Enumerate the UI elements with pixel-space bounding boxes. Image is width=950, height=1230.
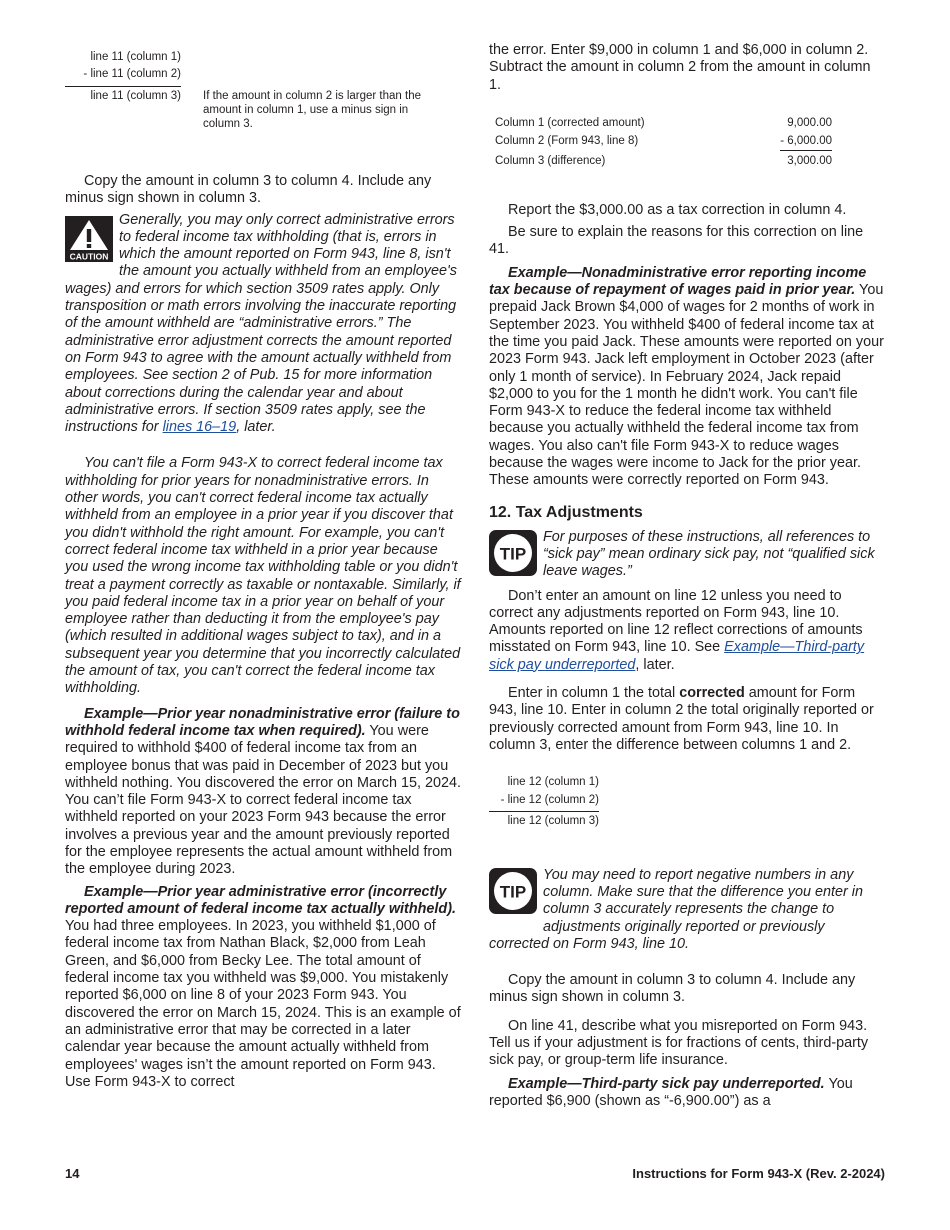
table-row-label: Column 3 (difference) [495,154,606,167]
calc-line11-col2: - line 11 (column 2) [83,68,181,80]
page-number: 14 [65,1166,80,1181]
example-prior-nonadmin-heading: Example—Prior year nonadministrative error (failure to withhold federal income tax when required). [65,705,460,739]
example-third-party-text: You reported $6,900 (shown as “-6,900.00”) as a [489,1075,853,1109]
calc-line12-col3: line 12 (column 3) [489,811,599,830]
example-prior-nonadmin-text: You were required to withhold $400 of federal income tax from an employee bonus that was paid in December of 2023 but you withheld nothing. You discovered the error on March 15, 2024. You can’t file Form 943-X to correct federal income tax withheld reported on your 2023 Form 943 because the error involves a previous year and the amount previously reported for the employee represents the actual amount withheld from the employee during 2023. [65,722,462,878]
para-explain: Be sure to explain the reasons for this correction on line 41. [489,224,864,258]
tip-icon [489,530,537,581]
para-continued: the error. Enter $9,000 in column 1 and $6,000 in column 2. Subtract the amount in column 2 from the amount in column 1. [489,42,871,93]
right-column [489,42,885,1110]
para-line41: On line 41, describe what you misreported on Form 943. Tell us if your adjustment is for fractions of cents, third-party sick pay, or group-term life insurance. [489,1017,869,1069]
calc-line11-col1: line 11 (column 1) [90,51,181,63]
tip-note-sick-pay [489,529,885,581]
table-row-value: 9,000.00 [787,116,832,129]
caution-note [65,212,461,437]
calc-line12-col1: line 12 (column 1) [507,776,599,789]
para-copy-column3-right: Copy the amount in column 3 to column 4. Include any minus sign shown in column 3. [489,972,856,1006]
para-dont-enter [489,588,885,674]
correction-table [495,114,832,170]
tip-note-negative [489,867,885,953]
table-row [495,152,832,170]
caution-label: CAUTION [69,251,109,262]
caution-text-1: Generally, you may only correct administrative errors to federal income tax withholding (that is, errors in which the amount reported on Form 943, line 8, isn't the amount you actually withheld from an employee's wages) and errors for which section 3509 rates apply. Only transposition or math errors involving the inaccurate reporting of the amount withheld are “administrative errors.” The administrative error adjustment corrects the amount reported on Form 943 to agree with the amount actually withheld from employees. See section 2 of Pub. 15 for more information about corrections during the calendar year and about administrative errors. If section 3509 rates apply, see the instructions for [65,211,457,436]
example-repayment [489,265,885,490]
para-cant-file: You can't file a Form 943-X to correct federal income tax withholding for prior years for nonadministrative errors. In other words, you can't correct federal income tax actually withheld from an employee in a prior year if you discover that you didn't withhold the right amount. For example, you can't correct federal income tax withheld in a prior year because you used the wrong income tax withholding table or you didn't treat a payment correctly as taxable or nontaxable. Similarly, if you paid federal income tax in a prior year on behalf of your employee rather than deducting it from the employee's pay (which resulted in additional wages subject to tax), and in a subsequent year you determine that you incorrectly calculated the amount of tax, you can't correct the federal income tax withholding. [65,455,461,697]
example-prior-admin-text: You had three employees. In 2023, you withheld $1,000 of federal income tax from Nathan Black, $2,000 from Leah Green, and $6,000 from Becky Lee. The total amount of federal income tax you withheld was $9,000. You mistakenly reported $6,000 on line 8 of your 2023 Form 943. You discovered the error on March 15, 2024. This is an example of an administrative error that may be corrected in a later calendar year because the amount actually withheld from employees' wages isn’t the amount reported on Form 943. Use Form 943-X to correct [65,918,461,1090]
caution-text [65,212,461,437]
table-row-label: Column 2 (Form 943, line 8) [495,134,639,147]
caution-text-2: , later. [236,419,276,436]
para-copy-column3: Copy the amount in column 3 to column 4. Include any minus sign shown in column 3. [65,173,432,207]
tip2-text: You may need to report negative numbers in any column. Make sure that the difference you enter in column 3 accurately represents the change to adjustments originally reported or previously corrected on Form 943, line 10. [489,866,863,952]
para-dont-enter-text-2: , later. [635,656,675,673]
para-enter-bold: corrected [679,685,745,702]
example-third-party-heading: Example—Third-party sick pay underreported. [508,1075,825,1092]
para-dont-enter-text-1: Don’t enter an amount on line 12 unless you need to correct any adjustments reported on Form 943, line 10. Amounts reported on line 12 reflect corrections of amounts misstated on Form 943, line 10. See [489,587,863,656]
third-party-sick-pay-link[interactable]: Example—Third-party sick pay underreported [489,639,865,673]
example-prior-admin [65,884,461,1092]
tip1-text: For purposes of these instructions, all references to “sick pay” mean ordinary sick pay, not “qualified sick leave wages.” [543,528,875,580]
calc-line12-stack [489,774,599,830]
para-enter-column1 [489,685,885,754]
table-row [495,114,832,132]
example-repayment-text: You prepaid Jack Brown $4,000 of wages for 2 months of work in September 2023. You withheld $400 of federal income tax at the time you paid Jack. These amounts were reported on your 2023 Form 943. Jack left employment in October 2023 (after only 1 month of service). In February 2024, Jack repaid $2,000 to you for the 1 month he didn't work. You can't file Form 943-X to reduce the federal income tax withheld because you actually withheld the federal income tax from wages. You also can't file Form 943-X to reduce wages because the wages were income to Jack for the prior year. These amounts were correctly reported on Form 943. [489,282,884,489]
caution-icon [65,216,113,267]
para-report: Report the $3,000.00 as a tax correction in column 4. [508,201,847,218]
table-row-value: 3,000.00 [787,154,832,167]
calc-line12-col2: - line 12 (column 2) [500,794,599,807]
calc-line11 [65,49,461,131]
table-row-value: - 6,000.00 [780,132,832,151]
section-heading-tax-adjustments: 12. Tax Adjustments [489,503,643,521]
tip-icon [489,868,537,919]
calc-line11-note: If the amount in column 2 is larger than the amount in column 1, use a minus sign in column 3. [203,90,421,130]
left-column [65,42,461,1091]
footer-form-title: Instructions for Form 943-X (Rev. 2-2024) [632,1166,885,1181]
para-enter-text-1: Enter in column 1 the total [508,685,680,702]
example-third-party [489,1076,885,1111]
example-prior-admin-heading: Example—Prior year administrative error (incorrectly reported amount of federal income tax actually withheld). [65,883,457,917]
calc-line11-col3: line 11 (column 3) [65,86,181,105]
table-row-label: Column 1 (corrected amount) [495,116,645,129]
para-enter-text-2: amount for Form 943, line 10. Enter in column 2 the total originally reported or previously corrected amount from Form 943, line 10. In column 3, enter the difference between columns 1 and 2. [489,685,874,753]
tip-label: TIP [499,544,527,564]
example-prior-nonadmin [65,706,461,879]
table-row [495,132,832,151]
tip-label: TIP [499,882,527,902]
lines-16-19-link[interactable]: lines 16–19 [162,419,237,436]
calc-line11-stack [65,49,181,105]
example-repayment-heading: Example—Nonadministrative error reporting income tax because of repayment of wages paid in prior year. [489,264,867,299]
